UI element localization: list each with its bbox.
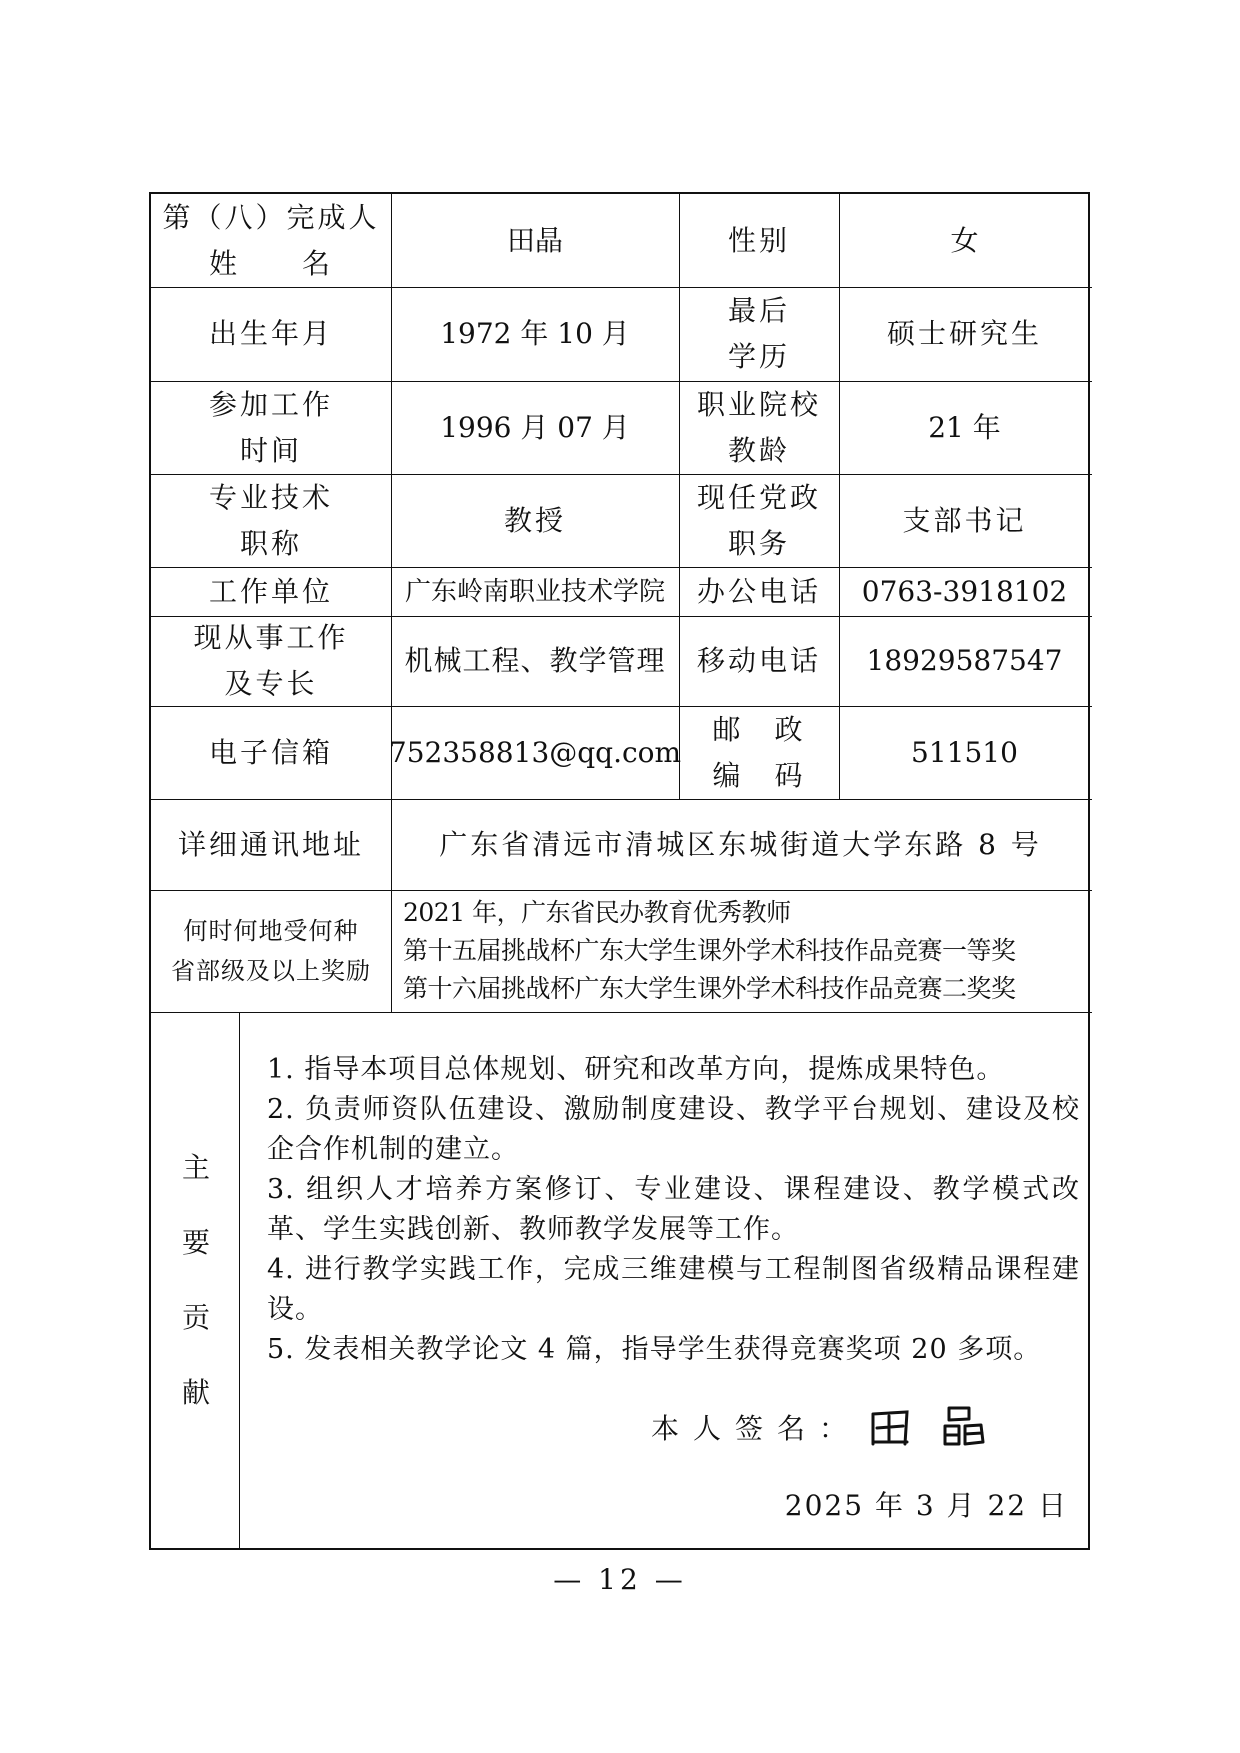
contribution-item: 1. 指导本项目总体规划、研究和改革方向，提炼成果特色。 — [267, 1054, 1005, 1085]
postal-code-value: 511510 — [911, 735, 1018, 769]
personnel-info-form — [149, 192, 1090, 1550]
mobile-phone-value: 18929587547 — [866, 644, 1063, 677]
name-label: 第（八）完成人 姓 名 — [162, 200, 380, 280]
specialty-label: 现从事工作 及专长 — [193, 621, 349, 700]
gender-label: 性别 — [727, 223, 790, 257]
award-item: 第十五届挑战杯广东大学生课外学术科技作品竞赛一等奖 — [403, 936, 1016, 965]
office-phone-value: 0763-3918102 — [861, 574, 1068, 608]
award-item: 第十六届挑战杯广东大学生课外学术科技作品竞赛二奖奖 — [403, 974, 1016, 1003]
address-label: 详细通讯地址 — [177, 827, 364, 861]
mobile-phone-label: 移动电话 — [696, 644, 821, 677]
office-phone-label: 办公电话 — [696, 574, 821, 608]
education-label: 最后 学历 — [727, 294, 790, 373]
name-value: 田晶 — [506, 223, 563, 257]
awards-list — [391, 890, 1076, 1012]
award-item: 2021 年，广东省民办教育优秀教师 — [403, 898, 791, 927]
teaching-years-value: 21 年 — [928, 410, 1001, 444]
contribution-item: 5. 发表相关教学论文 4 篇，指导学生获得竞赛奖项 20 多项。 — [267, 1334, 1042, 1365]
work-unit-value: 广东岭南职业技术学院 — [404, 576, 665, 607]
signature-label: 本人签名： — [651, 1412, 862, 1445]
contribution-item: 2. 负责师资队伍建设、激励制度建设、教学平台规划、建设及校企合作机制的建立。 — [267, 1094, 1080, 1165]
work-start-label: 参加工作 时间 — [208, 387, 333, 467]
signature-line — [651, 1402, 1005, 1452]
gender-value: 女 — [950, 223, 979, 257]
work-unit-label: 工作单位 — [208, 574, 333, 608]
contribution-item: 4. 进行教学实践工作，完成三维建模与工程制图省级精品课程建设。 — [267, 1254, 1080, 1325]
birth-label: 出生年月 — [208, 317, 333, 350]
email-value: 752358813@qq.com — [388, 735, 682, 769]
handwritten-signature — [865, 1402, 1005, 1452]
contribution-item: 3. 组织人才培养方案修订、专业建设、课程建设、教学模式改革、学生实践创新、教师教学发展等工作。 — [267, 1174, 1080, 1245]
education-value: 硕士研究生 — [886, 317, 1042, 350]
awards-label: 何时何地受何种 省部级及以上奖励 — [171, 917, 371, 985]
professional-title-value: 教授 — [503, 503, 566, 537]
signature-date: 2025 年 3 月 22 日 — [784, 1489, 1068, 1522]
professional-title-label: 专业技术 职称 — [208, 480, 333, 560]
page-number: — 12 — — [553, 1563, 687, 1596]
birth-value: 1972 年 10 月 — [440, 317, 630, 350]
party-position-label: 现任党政 职务 — [696, 480, 821, 560]
email-label: 电子信箱 — [208, 735, 333, 769]
postal-code-label: 邮 政 编 码 — [712, 712, 806, 792]
address-value: 广东省清远市清城区东城街道大学东路 8 号 — [439, 827, 1042, 861]
work-start-value: 1996 月 07 月 — [440, 410, 630, 444]
party-position-value: 支部书记 — [902, 503, 1027, 537]
contributions-content — [239, 1012, 1090, 1548]
specialty-value: 机械工程、教学管理 — [404, 644, 666, 677]
contributions-label: 主 要 贡 献 — [181, 1151, 210, 1409]
teaching-years-label: 职业院校 教龄 — [696, 387, 821, 467]
